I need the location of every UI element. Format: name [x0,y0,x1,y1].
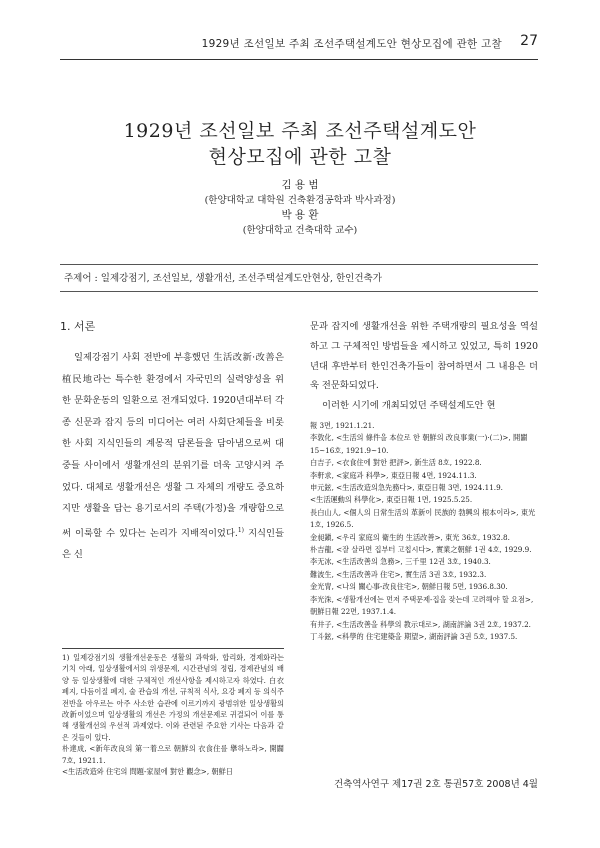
running-header [60,33,538,60]
body-paragraph [62,347,284,566]
footnote: 李敦化, <生活의 條件을 本位로 한 朝鮮의 改良事業(一)·(二)>, 開闢 15~16호, 1921.9~10. [310,433,528,455]
footnote: 李无冰, <生活改善의 急務>, 三千里 12권 3호, 1940.3. [310,557,491,567]
section-heading: 1. 서론 [60,320,96,333]
footnote: 有井子, <生活改善을 科學의 教示대로>, 湖南評論 3권 2호, 1937.2. [310,619,531,629]
body-paragraph: 문과 잡지에 생활개선을 위한 주택개량의 필요성을 역설하고 그 구체적인 방법들을 제시하고 있었고, 특히 1920년대 후반부터 한인건축가들이 참여하면서 그 내용은 더욱 전문화되었다. [310,321,538,392]
author-block [40,178,560,238]
author-name: 김 용 범 [281,179,319,191]
footnote: 白吉子, <衣食住에 對한 把評>, 新生活 8호, 1922.8. [310,458,482,468]
author-name: 박 용 환 [281,209,319,221]
footnote-marker: 1) [237,526,245,534]
keywords-box: 주제어 : 일제강점기, 조선일보, 생활개선, 조선주택설계도안현상, 한인건축가 [60,264,538,292]
paper-title [40,118,560,170]
page-number: 27 [520,33,538,49]
footnote: 難波生, <生活改善과 住宅>, 實生活 3권 3호, 1932.3. [310,569,487,579]
footnote: <生活運動의 科學化>, 東亞日報 1면, 1925.5.25. [310,495,473,505]
journal-citation: 건축역사연구 제17권 2호 통권57호 2008년 4월 [333,779,538,790]
footnote: 丁斗鉉, <科學的 住宅建築을 期望>, 湖南評論 3권 5호, 1937.5. [310,631,518,641]
footnotes-left [62,652,284,777]
footnote: 李軒求, <家庭과 科學>, 東亞日報 4면, 1924.11.3. [310,470,477,480]
body-column-right [310,317,538,416]
paragraph-text: 지식인들은 신 [62,527,284,561]
footnote: 朴達成, <新年改良의 第一着으로 朝鮮의 衣食住를 擧하노라>, 開闢 7호, 1921.1. [62,744,284,765]
footnote: 金光冑, <나의 關心事-改良住宅>, 朝鮮日報 5면, 1936.8.30. [310,582,508,592]
footnote: 朴吉龍, <잘 살라면 집부터 고칩시다>, 實業之朝鮮 1권 4호, 1929.9. [310,545,532,555]
footnote: 1) 일제강점기의 생활개선운동은 생활의 과학화, 합리화, 경제화라는 기치 아래, 일상생활에서의 위생문제, 시간관념의 정립, 경제관념의 배양 등 일상생활에 대한 구체적인 개선사항을 제시하고자 하였다. 白衣 폐지, 다듬이질 폐지, 술 관습의 개선, 규칙적 식사, 요강 폐지 등 의식주 전반을 아우르는 아주 사소한 습관에 이르기까지 광범위한 일상생활의 改新이었으며 일상생활의 개선은 가정의 개선문제로 귀결되어 이를 통해 생활개선의 우선적 과제였다. 이와 관련된 주요한 기사는 다음과 같은 것들이 있다. [62,653,284,742]
footnotes-right [310,420,538,643]
body-paragraph: 이러한 시기에 개최되었던 주택설계도안 현 [322,400,496,412]
footnote: 申元鉉, <生活改造의急先務다>, 東亞日報 3면, 1924.11.9. [310,483,503,493]
paragraph-text: 일제강점기 사회 전반에 부흥했던 生活改新·改善은 植民地라는 특수한 환경에서 자국민의 실력양성을 위한 문화운동의 일환으로 전개되었다. 1920년대부터 각종 신문과 잡지 등의 미디어는 여러 사회단체들을 비롯한 사회 지식인들의 계몽적 담론들을 담아냄으로써 대중들 사이에서 생활개선의 분위기를 더욱 고양시켜 주었다. 대체로 생활개선은 생활 그 자체의 개량도 중요하지만 생활을 담는 용기로서의 주택(가정)을 개량함으로써 이룩할 수 있다는 논리가 지배적이었다. [62,352,284,539]
title-line-2: 현상모집에 관한 고찰 [208,146,392,168]
footnote: 長白山人, <個人의 日常生活의 革新이 民族的 勃興의 根本이라>, 東光 1호, 1926.5. [310,507,536,530]
running-title: 1929년 조선일보 주최 조선주택설계도안 현상모집에 관한 고찰 [201,38,502,50]
footnote-divider [62,648,284,649]
author-affiliation: (한양대학교 대학원 건축환경공학과 박사과정) [204,195,396,206]
footnote: 金昶鎭, <우리 家庭의 衛生的 生活改善>, 東光 36호, 1932.8. [310,532,510,542]
footnote: <生活改造와 住宅의 問題-家屋에 對한 觀念>, 朝鮮日 [62,767,233,777]
body-column-left [62,347,284,566]
title-line-1: 1929년 조선일보 주최 조선주택설계도안 [123,120,477,142]
footnote: 報 3면, 1921.1.21. [310,421,375,430]
author-affiliation: (한양대학교 건축대학 교수) [242,225,358,236]
footnote: 李光洙, <생활개선에는 먼저 주택문제-집을 잦는데 고려해야 할 요점>, 朝鮮日報 22면, 1937.1.4. [310,594,534,617]
